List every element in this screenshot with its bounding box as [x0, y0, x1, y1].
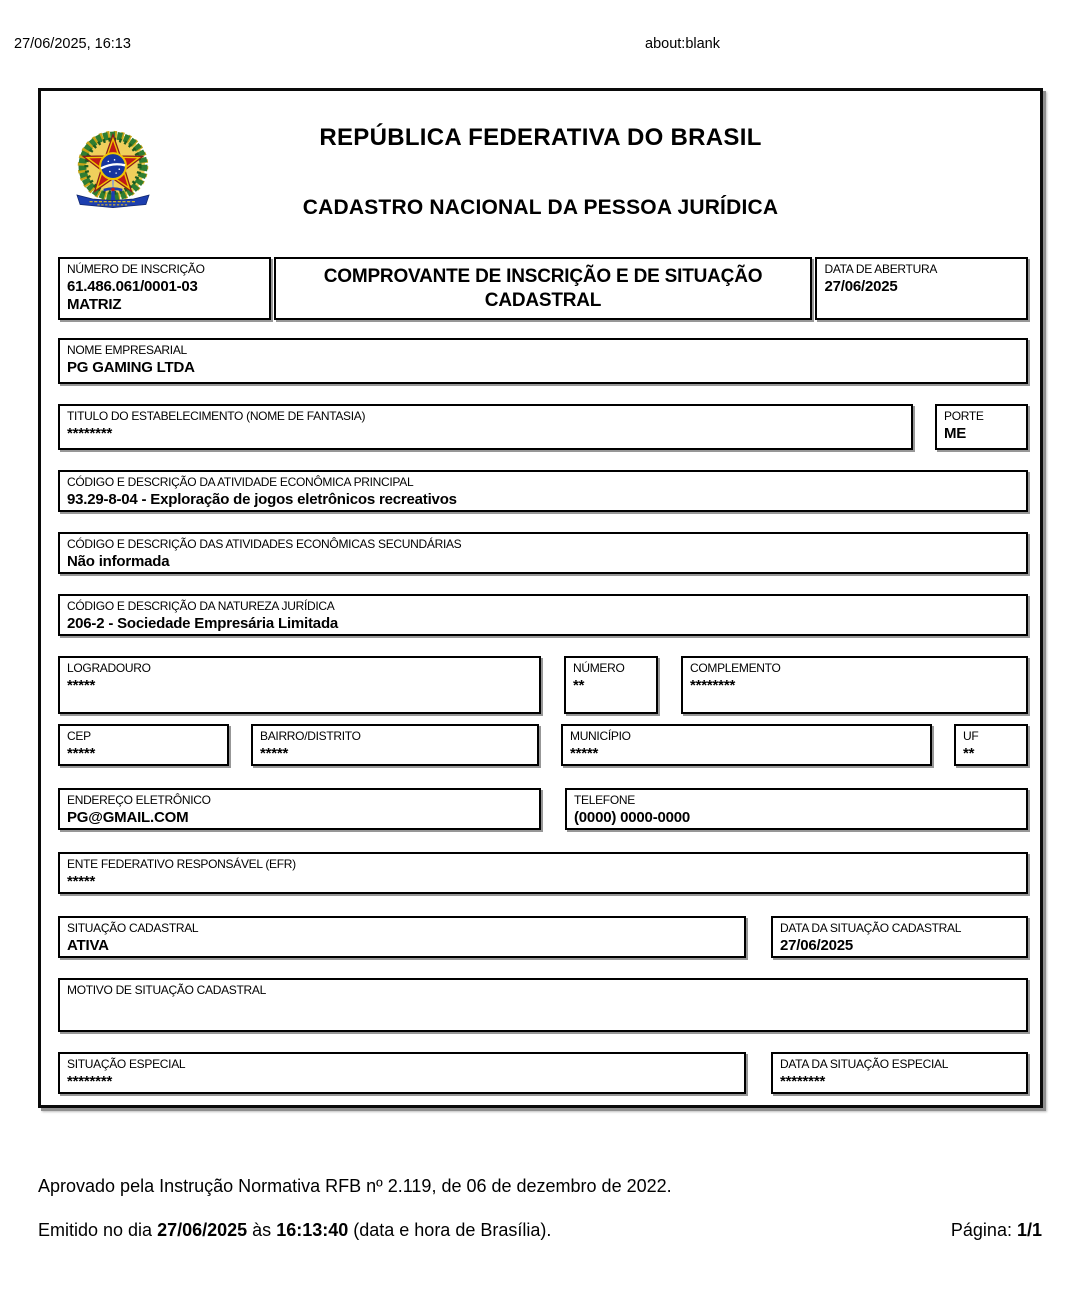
emitted-prefix: Emitido no dia [38, 1220, 158, 1240]
field-label: DATA DA SITUAÇÃO ESPECIAL [780, 1057, 949, 1071]
field-label: CÓDIGO E DESCRIÇÃO DA ATIVIDADE ECONÔMICA PRINCIPAL [67, 475, 414, 489]
emitted-suffix: (data e hora de Brasília). [348, 1220, 552, 1240]
telefone-field [565, 788, 1028, 830]
page-label: Página: [950, 1220, 1017, 1240]
field-value: ***** [67, 744, 96, 762]
field-value: ** [573, 676, 585, 694]
emitted-middle: às [247, 1220, 277, 1240]
field-value: ** [963, 744, 975, 762]
emitted-time: 16:13:40 [276, 1220, 349, 1240]
field-label: NÚMERO [573, 661, 625, 675]
field-value: ******** [690, 676, 736, 694]
field-label: UF [963, 729, 979, 743]
field-value: 27/06/2025 [780, 936, 854, 954]
field-value: ***** [67, 872, 96, 890]
data-abertura-field [815, 257, 1028, 320]
cnpj-document [38, 88, 1043, 1108]
field-value: ATIVA [67, 936, 109, 954]
field-label: NOME EMPRESARIAL [67, 343, 187, 357]
field-label: CÓDIGO E DESCRIÇÃO DAS ATIVIDADES ECONÔMICAS SECUNDÁRIAS [67, 537, 462, 551]
field-value: Não informada [67, 552, 170, 570]
page-number [951, 1220, 1042, 1241]
atividades-secundarias-field [58, 532, 1028, 574]
field-label: MOTIVO DE SITUAÇÃO CADASTRAL [67, 983, 266, 997]
numero-field [564, 656, 658, 714]
field-label: COMPLEMENTO [690, 661, 781, 675]
field-label: DATA DA SITUAÇÃO CADASTRAL [780, 921, 962, 935]
field-label: NÚMERO DE INSCRIÇÃO [67, 262, 205, 276]
endereco-eletronico-field [58, 788, 541, 830]
field-value: ******** [67, 1072, 113, 1090]
complemento-field [681, 656, 1028, 714]
field-value: 93.29-8-04 - Exploração de jogos eletrônicos recreativos [67, 490, 457, 508]
emitted-note [38, 1220, 551, 1241]
field-value: ME [944, 424, 967, 442]
field-label: CÓDIGO E DESCRIÇÃO DA NATUREZA JURÍDICA [67, 599, 335, 613]
field-value: ***** [570, 744, 599, 762]
natureza-juridica-field [58, 594, 1028, 636]
field-value: 61.486.061/0001-03 [67, 277, 198, 295]
print-url: about:blank [645, 36, 720, 52]
porte-field [935, 404, 1028, 450]
nome-empresarial-field [58, 338, 1028, 384]
data-situacao-cadastral-field [771, 916, 1028, 958]
field-label: MUNICÍPIO [570, 729, 631, 743]
efr-field [58, 852, 1028, 894]
field-value: PG@GMAIL.COM [67, 808, 189, 826]
field-value: ******** [67, 424, 113, 442]
comprovante-title-text: COMPROVANTE DE INSCRIÇÃO E DE SITUAÇÃO CADASTRAL [323, 265, 763, 311]
field-value: ***** [67, 676, 96, 694]
bairro-distrito-field [251, 724, 539, 766]
comprovante-title [274, 257, 813, 320]
field-label: TELEFONE [574, 793, 635, 807]
field-value: PG GAMING LTDA [67, 358, 195, 376]
data-situacao-especial-field [771, 1052, 1028, 1094]
titulo-estabelecimento-field [58, 404, 913, 450]
document-title: REPÚBLICA FEDERATIVA DO BRASIL [319, 124, 762, 151]
cep-field [58, 724, 229, 766]
field-value: ***** [260, 744, 289, 762]
uf-field [954, 724, 1028, 766]
field-label: CEP [67, 729, 91, 743]
emitted-date: 27/06/2025 [157, 1220, 248, 1240]
field-label: ENDEREÇO ELETRÔNICO [67, 793, 211, 807]
field-label: ENTE FEDERATIVO RESPONSÁVEL (EFR) [67, 857, 296, 871]
situacao-especial-field [58, 1052, 746, 1094]
matriz-flag: MATRIZ [67, 296, 122, 314]
field-label: LOGRADOURO [67, 661, 151, 675]
field-label: DATA DE ABERTURA [824, 262, 938, 276]
field-label: SITUAÇÃO ESPECIAL [67, 1057, 186, 1071]
approval-note: Aprovado pela Instrução Normativa RFB nº 2.119, de 06 de dezembro de 2022. [38, 1176, 672, 1196]
field-value: 206-2 - Sociedade Empresária Limitada [67, 614, 339, 632]
situacao-cadastral-field [58, 916, 746, 958]
motivo-situacao-field [58, 978, 1028, 1032]
field-label: BAIRRO/DISTRITO [260, 729, 361, 743]
field-value: ******** [780, 1072, 826, 1090]
print-datetime: 27/06/2025, 16:13 [14, 36, 131, 52]
field-label: SITUAÇÃO CADASTRAL [67, 921, 199, 935]
numero-inscricao-field [58, 257, 271, 320]
field-value: 27/06/2025 [824, 277, 898, 295]
municipio-field [561, 724, 932, 766]
atividade-principal-field [58, 470, 1028, 512]
field-label: TITULO DO ESTABELECIMENTO (NOME DE FANTASIA) [67, 409, 366, 423]
field-value: (0000) 0000-0000 [574, 808, 691, 826]
logradouro-field [58, 656, 541, 714]
field-label: PORTE [944, 409, 984, 423]
page-value: 1/1 [1016, 1220, 1042, 1240]
document-subtitle: CADASTRO NACIONAL DA PESSOA JURÍDICA [302, 196, 779, 219]
